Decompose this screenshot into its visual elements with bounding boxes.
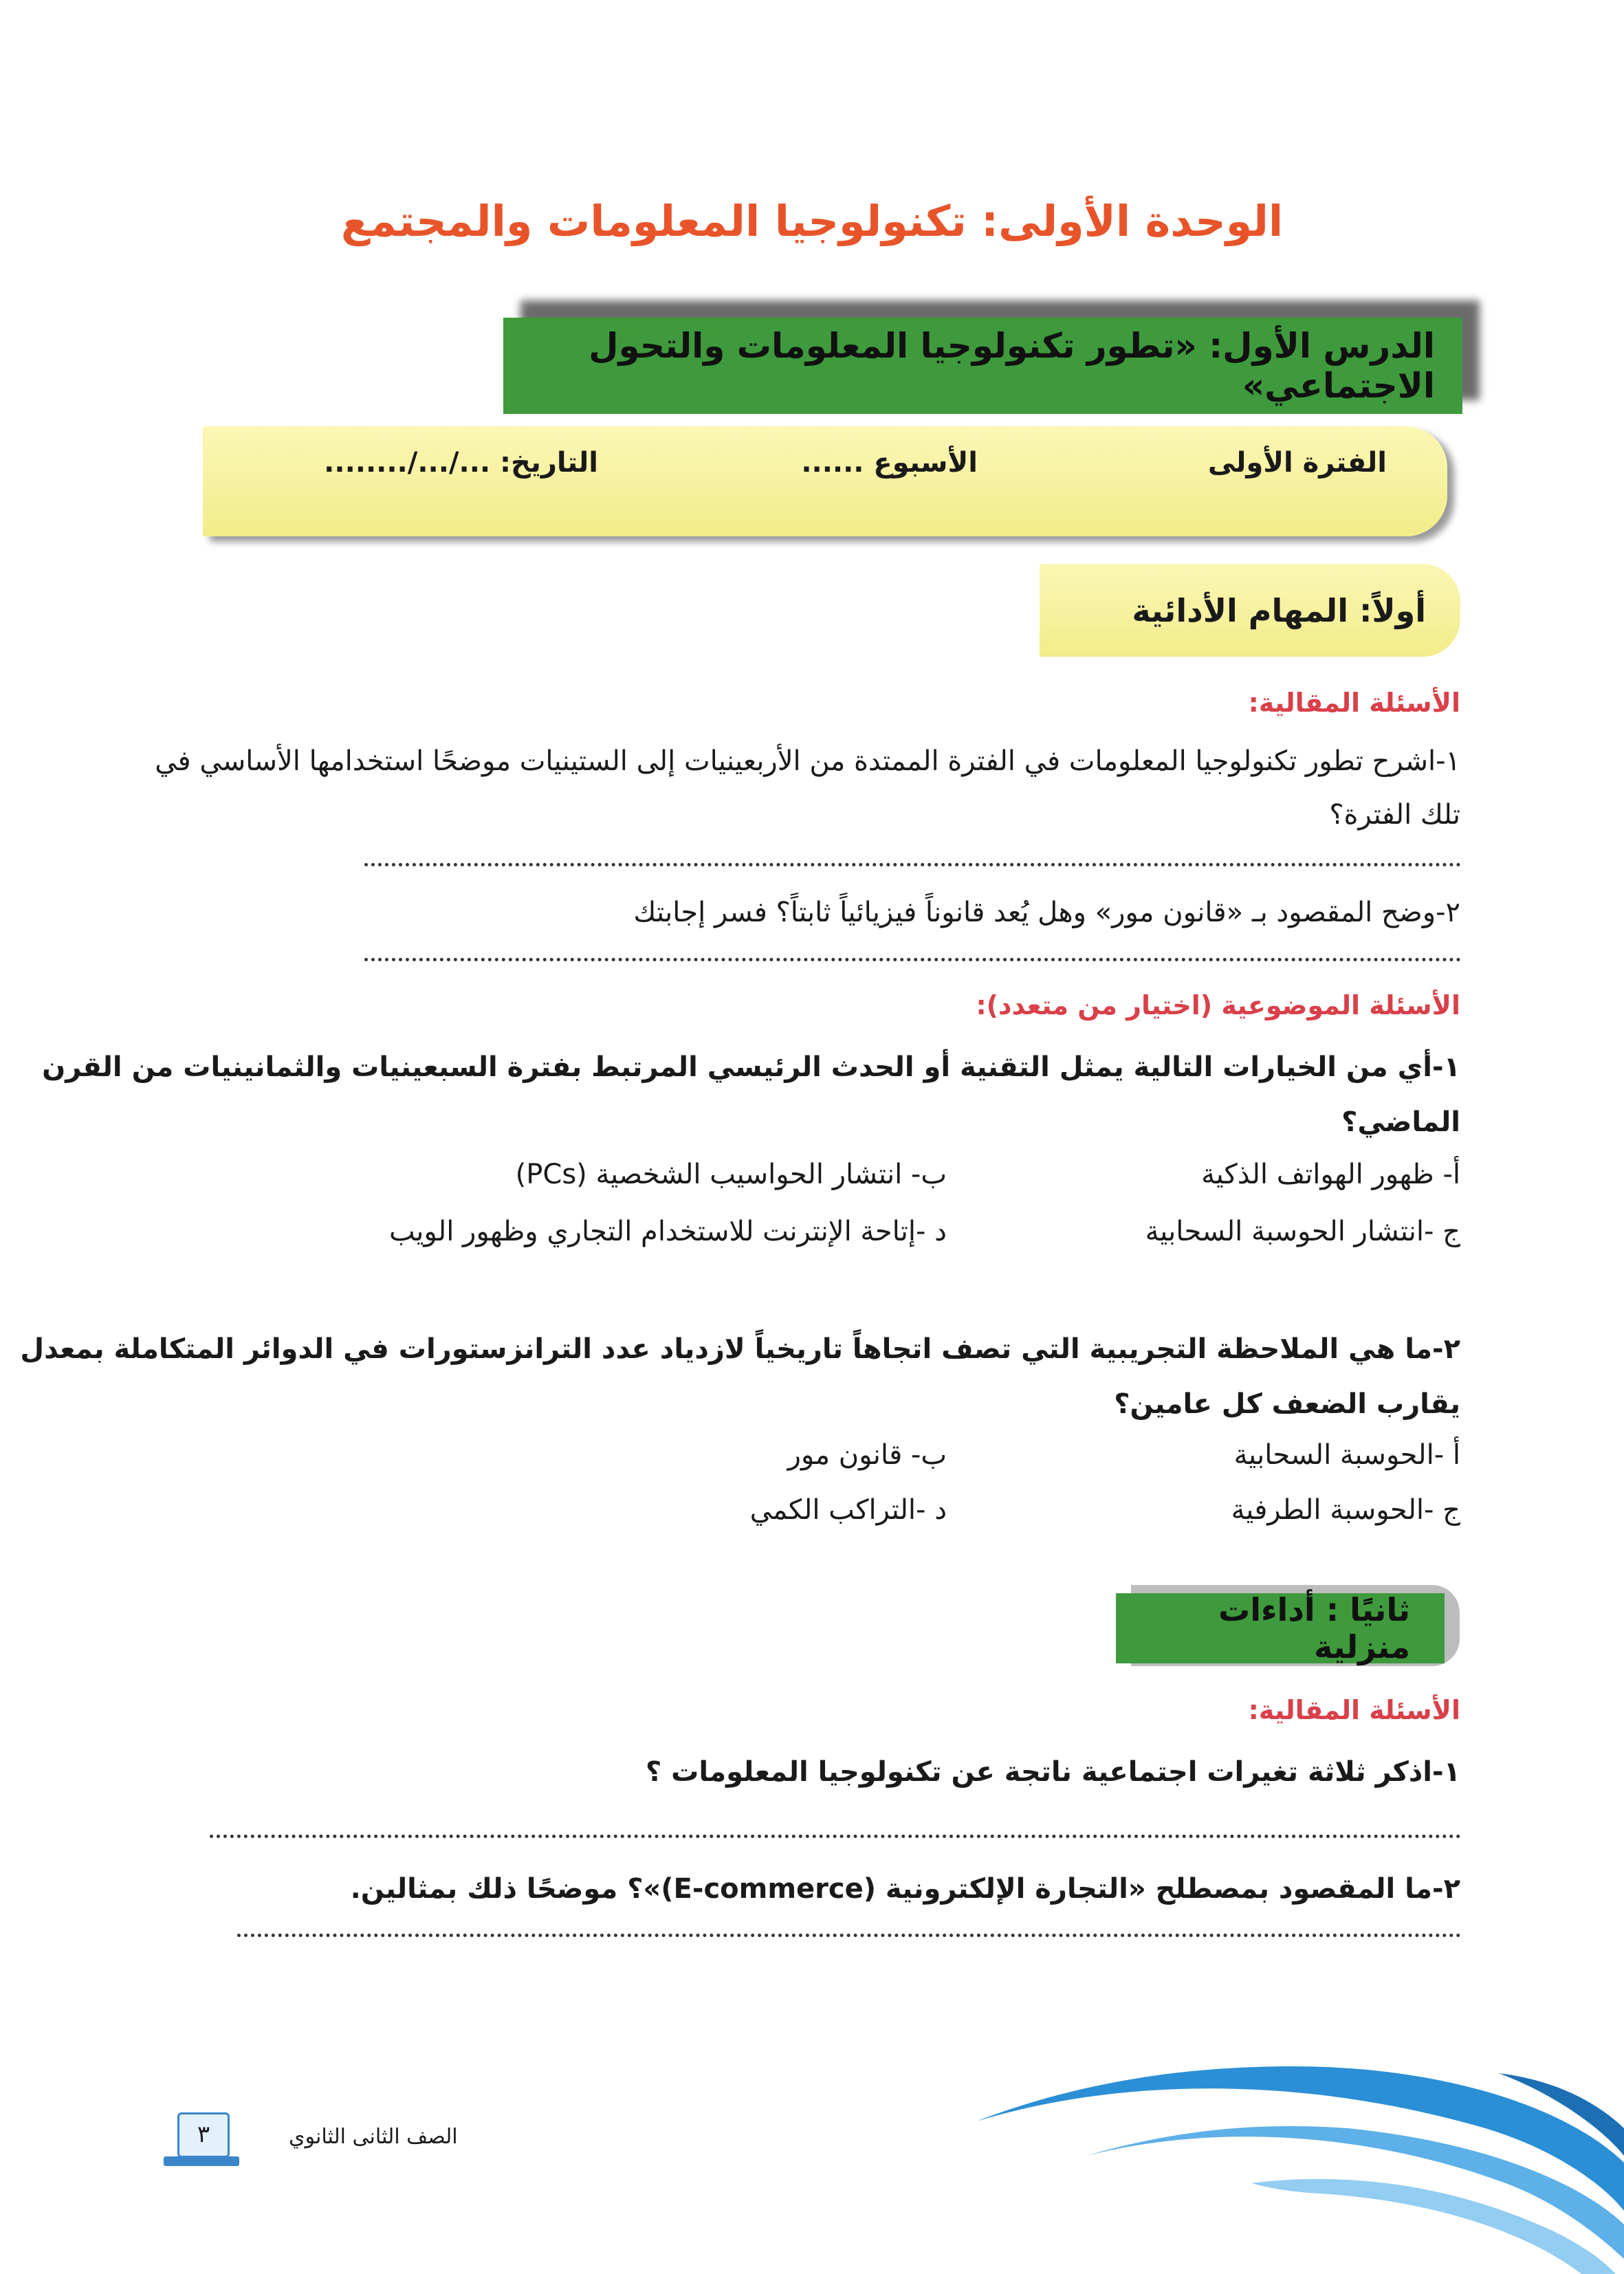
- unit-title: الوحدة الأولى: تكنولوجيا المعلومات والمجتمع: [340, 196, 1284, 246]
- section-tab-performance-tasks: [1040, 564, 1460, 657]
- week-label: الأسبوع ......: [801, 447, 978, 479]
- footer-grade: الصف الثانى الثانوي: [289, 2125, 458, 2149]
- essay-question-2: ٢-وضح المقصود بـ «قانون مور» وهل يُعد قانوناً فيزيائياً ثابتاً؟ فسر إجابتك: [633, 897, 1460, 928]
- section-title: ثانيًا : أداءات منزلية: [1218, 1591, 1410, 1665]
- page-number-laptop-icon: [177, 2112, 230, 2158]
- mcq-2-option-d[interactable]: د -التراكب الكمي: [749, 1494, 947, 1526]
- answer-line[interactable]: [364, 863, 1461, 866]
- mcq-1-line1: ١-أي من الخيارات التالية يمثل التقنية أو الحدث الرئيسي المرتبط بفترة السبعينيات والثمانينيات من القرن: [42, 1051, 1460, 1083]
- mcq-1-option-b[interactable]: ب- انتشار الحواسيب الشخصية (PCs): [515, 1159, 947, 1190]
- decorative-wave-graphic: [963, 2053, 1624, 2274]
- mcq-1-line2: الماضي؟: [1341, 1106, 1460, 1138]
- mcq-heading: الأسئلة الموضوعية (اختيار من متعدد):: [976, 990, 1460, 1020]
- section-title: أولاً: المهام الأدائية: [1132, 591, 1426, 629]
- mcq-2-option-c[interactable]: ج -الحوسبة الطرفية: [1231, 1494, 1460, 1526]
- page-number: ٣: [197, 2121, 210, 2148]
- lesson-title: الدرس الأول: «تطور تكنولوجيا المعلومات والتحول الاجتماعي»: [589, 326, 1435, 406]
- answer-line[interactable]: [210, 1835, 1461, 1838]
- mcq-1-option-d[interactable]: د -إتاحة الإنترنت للاستخدام التجاري وظهور الويب: [388, 1216, 947, 1247]
- mcq-1-option-c[interactable]: ج -انتشار الحوسبة السحابية: [1145, 1216, 1460, 1247]
- answer-line[interactable]: [364, 958, 1461, 961]
- home-question-1: ١-اذكر ثلاثة تغيرات اجتماعية ناتجة عن تكنولوجيا المعلومات ؟: [646, 1756, 1460, 1788]
- date-label: التاريخ: .../.../........: [324, 447, 598, 479]
- mcq-2-line1: ٢-ما هي الملاحظة التجريبية التي تصف اتجاهاً تاريخياً لازدياد عدد الترانزستورات في الدوائر المتكاملة بمعدل: [20, 1333, 1460, 1365]
- home-essay-heading: الأسئلة المقالية:: [1248, 1695, 1460, 1725]
- mcq-2-option-a[interactable]: أ -الحوسبة السحابية: [1233, 1439, 1460, 1471]
- essay-question-1-line1: ١-اشرح تطور تكنولوجيا المعلومات في الفترة الممتدة من الأربعينيات إلى الستينيات موضحًا استخدامها الأساسي في: [155, 745, 1460, 777]
- mcq-1-option-a[interactable]: أ- ظهور الهواتف الذكية: [1201, 1159, 1460, 1190]
- essay-question-1-line2: تلك الفترة؟: [1329, 799, 1460, 831]
- period-bar: [203, 426, 1447, 536]
- laptop-base-icon: [164, 2156, 239, 2166]
- mcq-2-option-b[interactable]: ب- قانون مور: [787, 1439, 947, 1471]
- lesson-title-box: [503, 318, 1462, 414]
- answer-line[interactable]: [237, 1934, 1461, 1937]
- mcq-2-line2: يقارب الضعف كل عامين؟: [1114, 1388, 1460, 1420]
- home-question-2: ٢-ما المقصود بمصطلح «التجارة الإلكترونية (E-commerce)»؟ موضحًا ذلك بمثالين.: [350, 1873, 1460, 1905]
- essay-heading: الأسئلة المقالية:: [1248, 688, 1460, 718]
- section-tab-homework: [1116, 1593, 1445, 1663]
- period-label: الفترة الأولى: [1207, 447, 1387, 479]
